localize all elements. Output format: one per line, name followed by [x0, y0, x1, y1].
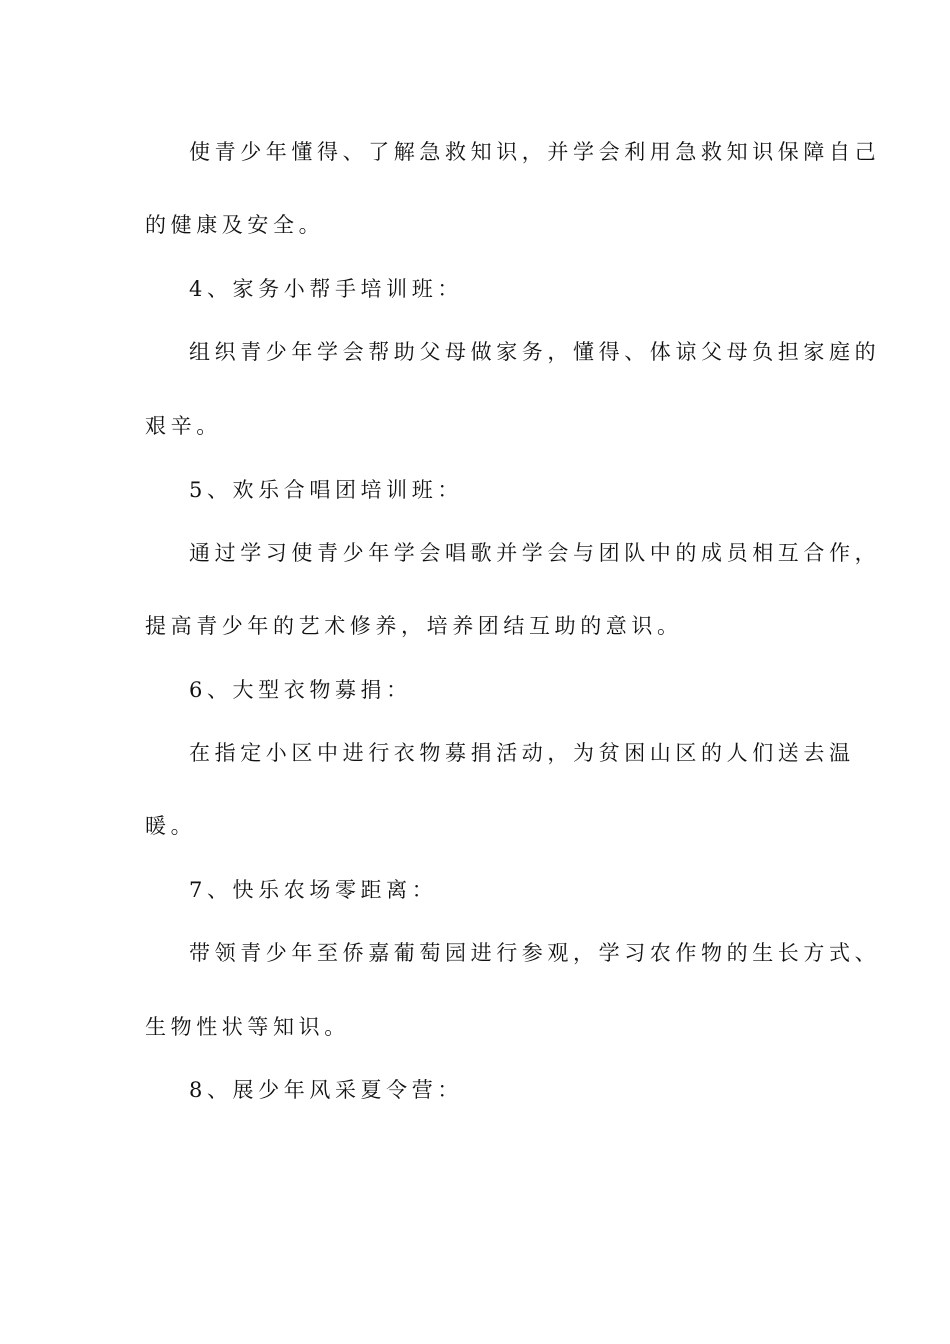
paragraph-line: 暖。 — [145, 814, 197, 838]
section-heading: 6、大型衣物募捐： — [189, 678, 412, 702]
section-heading: 5、欢乐合唱团培训班： — [189, 478, 463, 502]
paragraph-line: 通过学习使青少年学会唱歌并学会与团队中的成员相互合作， — [189, 541, 881, 565]
paragraph-line: 组织青少年学会帮助父母做家务，懂得、体谅父母负担家庭的 — [189, 340, 881, 364]
section-heading: 8、展少年风采夏令营： — [189, 1078, 463, 1102]
paragraph-line: 提高青少年的艺术修养，培养团结互助的意识。 — [145, 614, 683, 638]
paragraph-line: 在指定小区中进行衣物募捐活动，为贫困山区的人们送去温 — [189, 741, 855, 765]
paragraph-line: 艰辛。 — [145, 414, 222, 438]
paragraph-line: 的健康及安全。 — [145, 213, 325, 237]
paragraph-line: 带领青少年至侨嘉葡萄园进行参观，学习农作物的生长方式、 — [189, 941, 881, 965]
paragraph-line: 生物性状等知识。 — [145, 1015, 350, 1039]
section-heading: 7、快乐农场零距离： — [189, 878, 438, 902]
paragraph-line: 使青少年懂得、了解急救知识，并学会利用急救知识保障自己 — [189, 140, 881, 164]
section-heading: 4、家务小帮手培训班： — [189, 277, 463, 301]
